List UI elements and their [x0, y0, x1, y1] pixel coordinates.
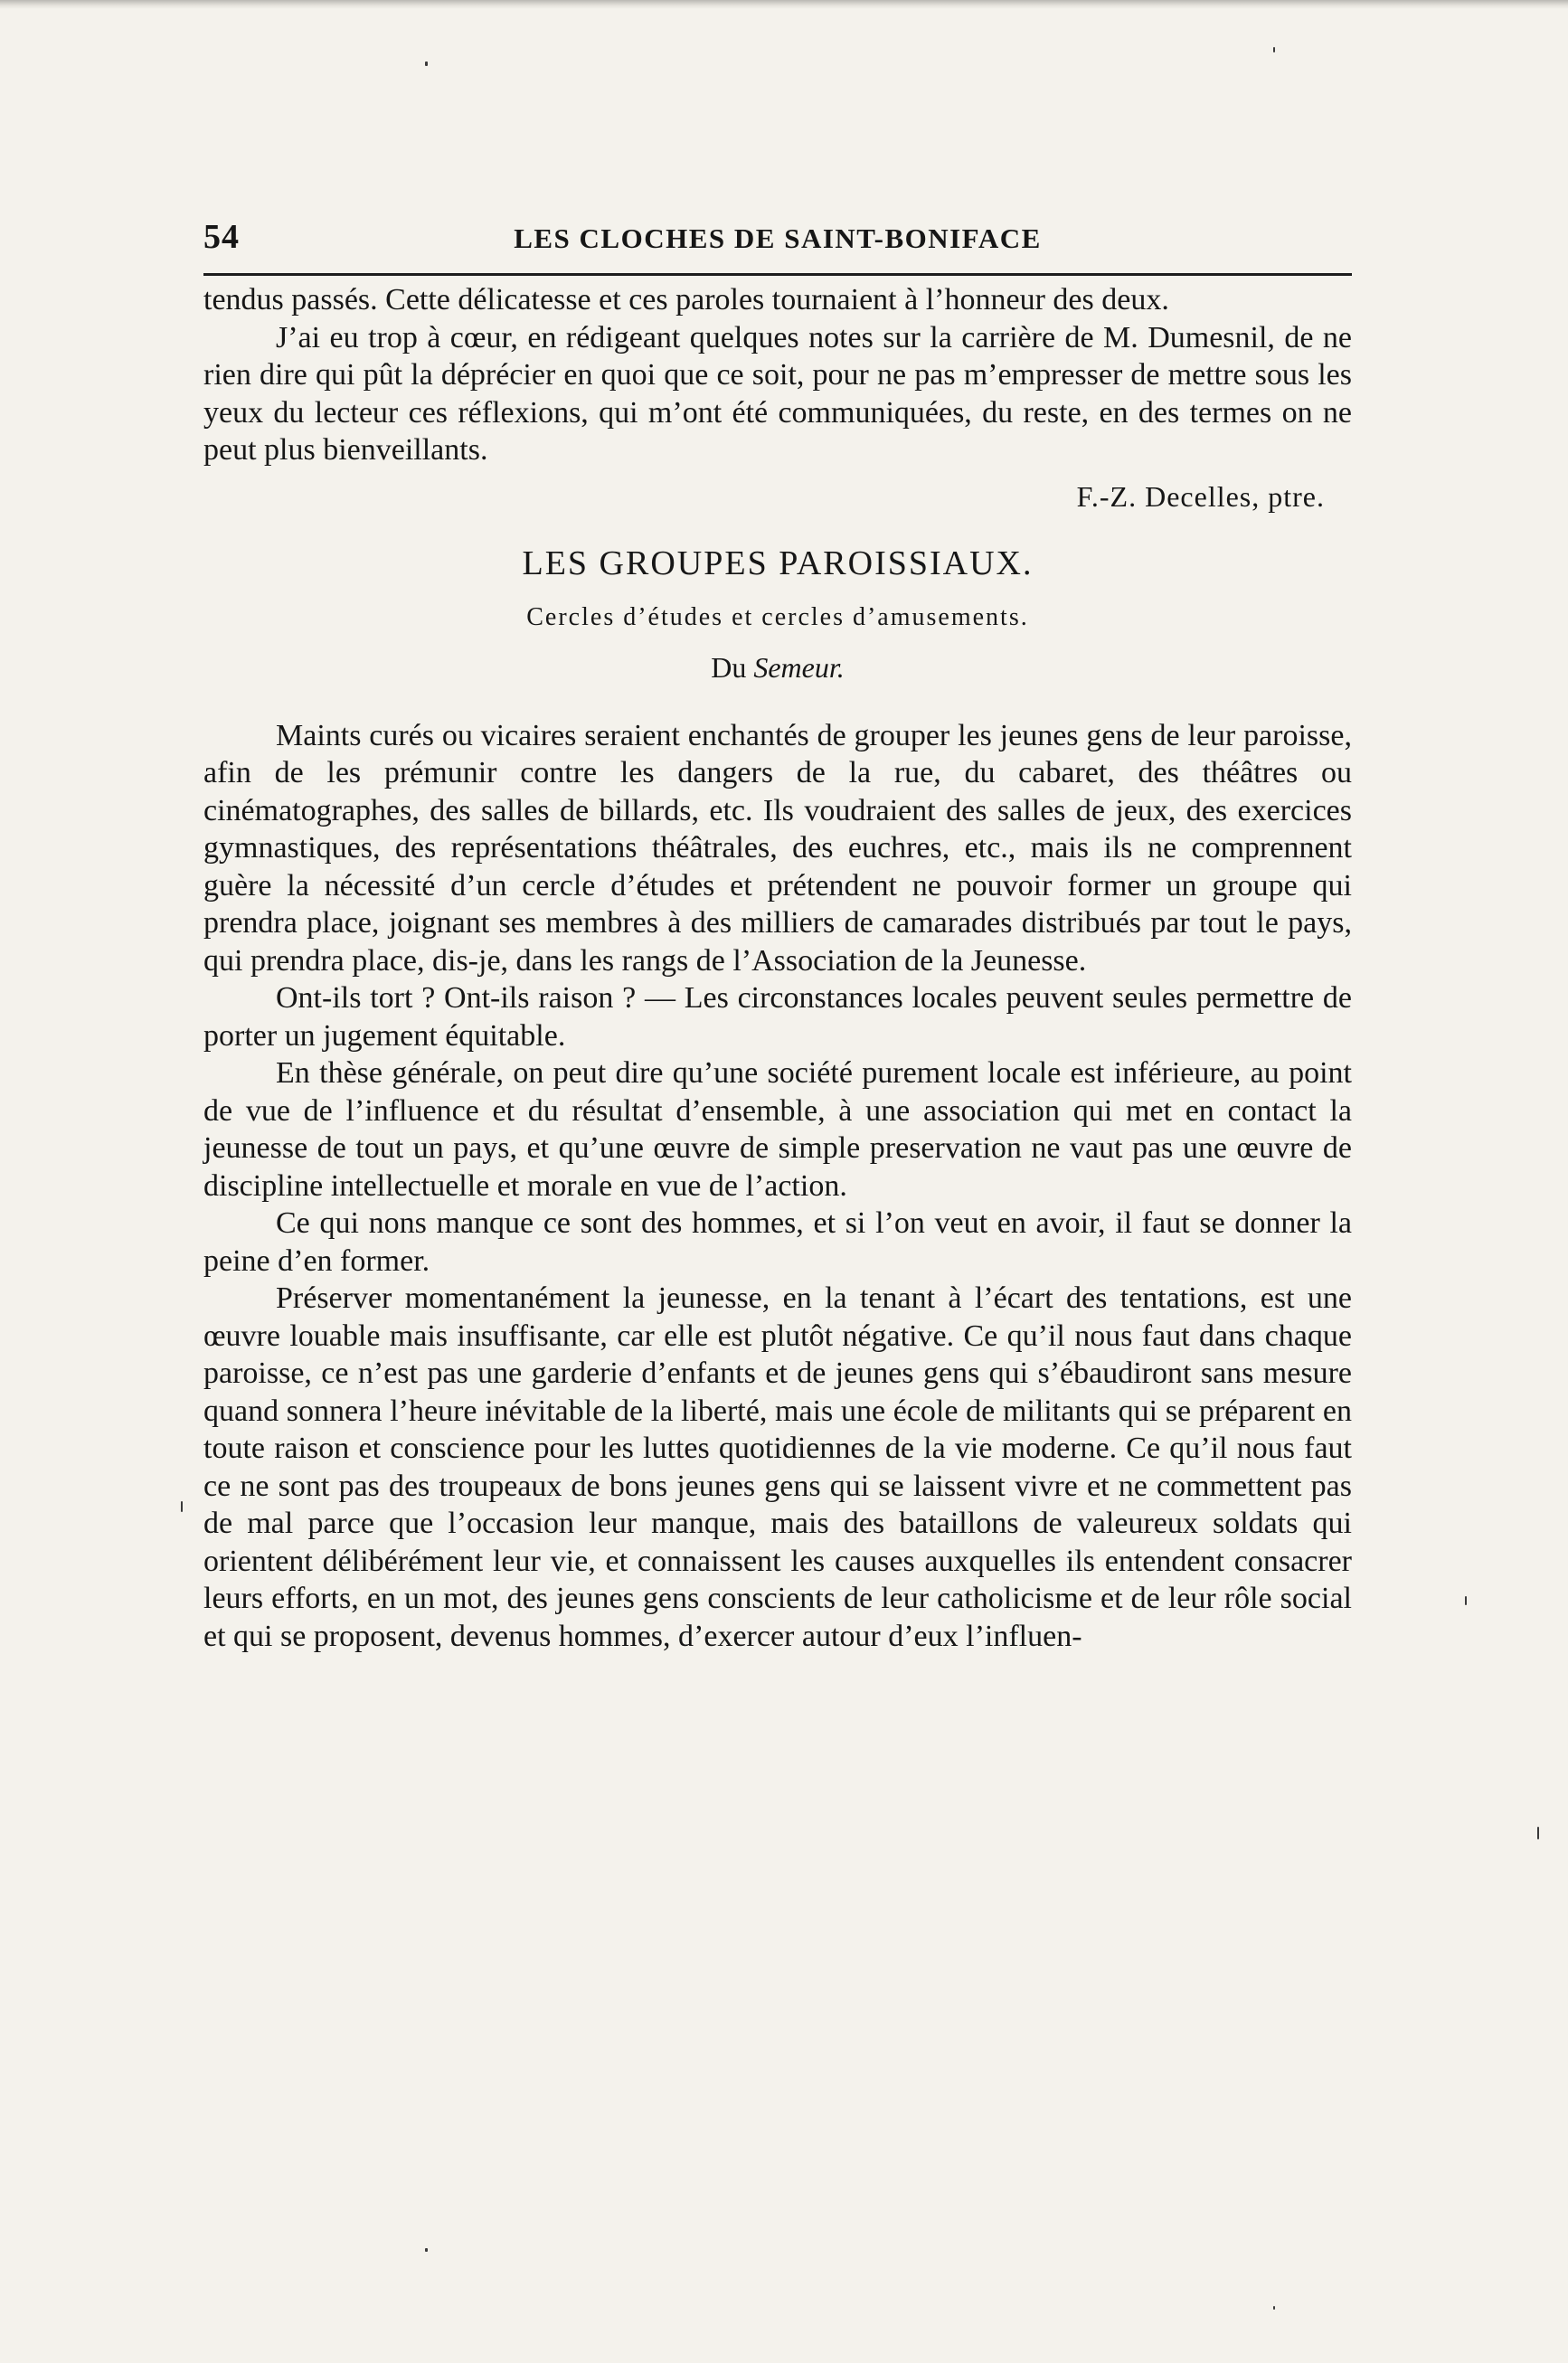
- scan-speck: [1537, 1827, 1539, 1839]
- source-line: [203, 648, 1352, 686]
- scan-speck: [1273, 47, 1275, 52]
- header-rule: [203, 273, 1352, 276]
- running-title: LES CLOCHES DE SAINT-BONIFACE: [514, 222, 1042, 254]
- paragraph-body: Préserver momentanément la jeunesse, en la tenant à l’écart des tentations, est une œuvre louable mais insuffisante, car elle est plutôt négative. Ce qu’il nous faut dans chaque paroisse, ce n’est pas une garderie d’enfants et de jeunes gens qui s’ébaudiront sans mesure quand sonnera l’heure inévitable de la liberté, mais une école de militants qui se préparent en toute raison et conscience pour les luttes quotidiennes de la vie moderne. Ce qu’il nous faut ce ne sont pas des troupeaux de bons jeunes gens qui se laissent vivre et ne commettent pas de mal parce que l’occasion leur manque, mais des bataillons de valeureux soldats qui orientent délibérément leur vie, et connaissent les causes auxquelles ils entendent consacrer leurs efforts, en un mot, des jeunes gens conscients de leur catholicisme et de leur rôle social et qui se proposent, devenus hommes, d’exercer autour d’eux l’influen-: [203, 1281, 1352, 1653]
- paragraph-body: Ce qui nons manque ce sont des hommes, et si l’on veut en avoir, il faut se donner la peine d’en former.: [203, 1206, 1352, 1278]
- page-number: 54: [203, 218, 240, 256]
- scan-speck: [1465, 1596, 1467, 1605]
- section-title: LES GROUPES PAROISSIAUX.: [522, 543, 1034, 582]
- author-signature: F.-Z. Decelles, ptre.: [1076, 479, 1325, 513]
- paragraph-reflection: J’ai eu trop à cœur, en rédigeant quelques notes sur la carrière de M. Dumesnil, de ne rien dire qui pût la déprécier en quoi que ce soit, pour ne pas m’empresser de mettre sous les yeux du lecteur ces réflexions, qui m’ont été communiquées, du reste, en des termes on ne peut plus bienveillants.: [203, 320, 1352, 467]
- paragraph-body: Ont-ils tort ? Ont-ils raison ? — Les circonstances locales peuvent seules permettre de porter un jugement équitable.: [203, 981, 1352, 1053]
- scan-speck: [425, 2248, 428, 2252]
- scan-speck: [1273, 2306, 1275, 2310]
- scan-speck: [425, 61, 428, 66]
- source-prefix: Du: [711, 650, 747, 684]
- paragraph-body: Maints curés ou vicaires seraient enchantés de grouper les jeunes gens de leur paroisse, afin de les prémunir contre les dangers de la rue, du cabaret, des théâtres ou cinématographes, des salles de billards, etc. Ils voudraient des salles de jeux, des exercices gymnastiques, des représentations théâtrales, des euchres, etc., mais ils ne comprennent guère la nécessité d’un cercle d’études et prétendent ne pouvoir former un groupe qui prendra place, joignant ses membres à des milliers de camarades distribués par tout le pays, qui prendra place, dis-je, dans les rangs de l’Association de la Jeunesse.: [203, 718, 1352, 978]
- running-head: [203, 217, 1352, 273]
- paragraph-body: En thèse générale, on peut dire qu’une société purement locale est inférieure, au point de vue de l’influence et du résultat d’ensemble, à une association qui met en contact la jeunesse de tout un pays, et qu’une œuvre de simple preservation ne vaut pas une œuvre de discipline intellectuelle et morale en vue de l’action.: [203, 1056, 1352, 1203]
- scan-edge: [0, 0, 1568, 9]
- book-page: [203, 217, 1352, 1655]
- scan-speck: [181, 1501, 183, 1512]
- source-name: Semeur.: [753, 650, 845, 684]
- section-subtitle: Cercles d’études et cercles d’amusements.: [526, 602, 1029, 631]
- paragraph-continuation: tendus passés. Cette délicatesse et ces paroles tournaient à l’honneur des deux.: [203, 283, 1169, 317]
